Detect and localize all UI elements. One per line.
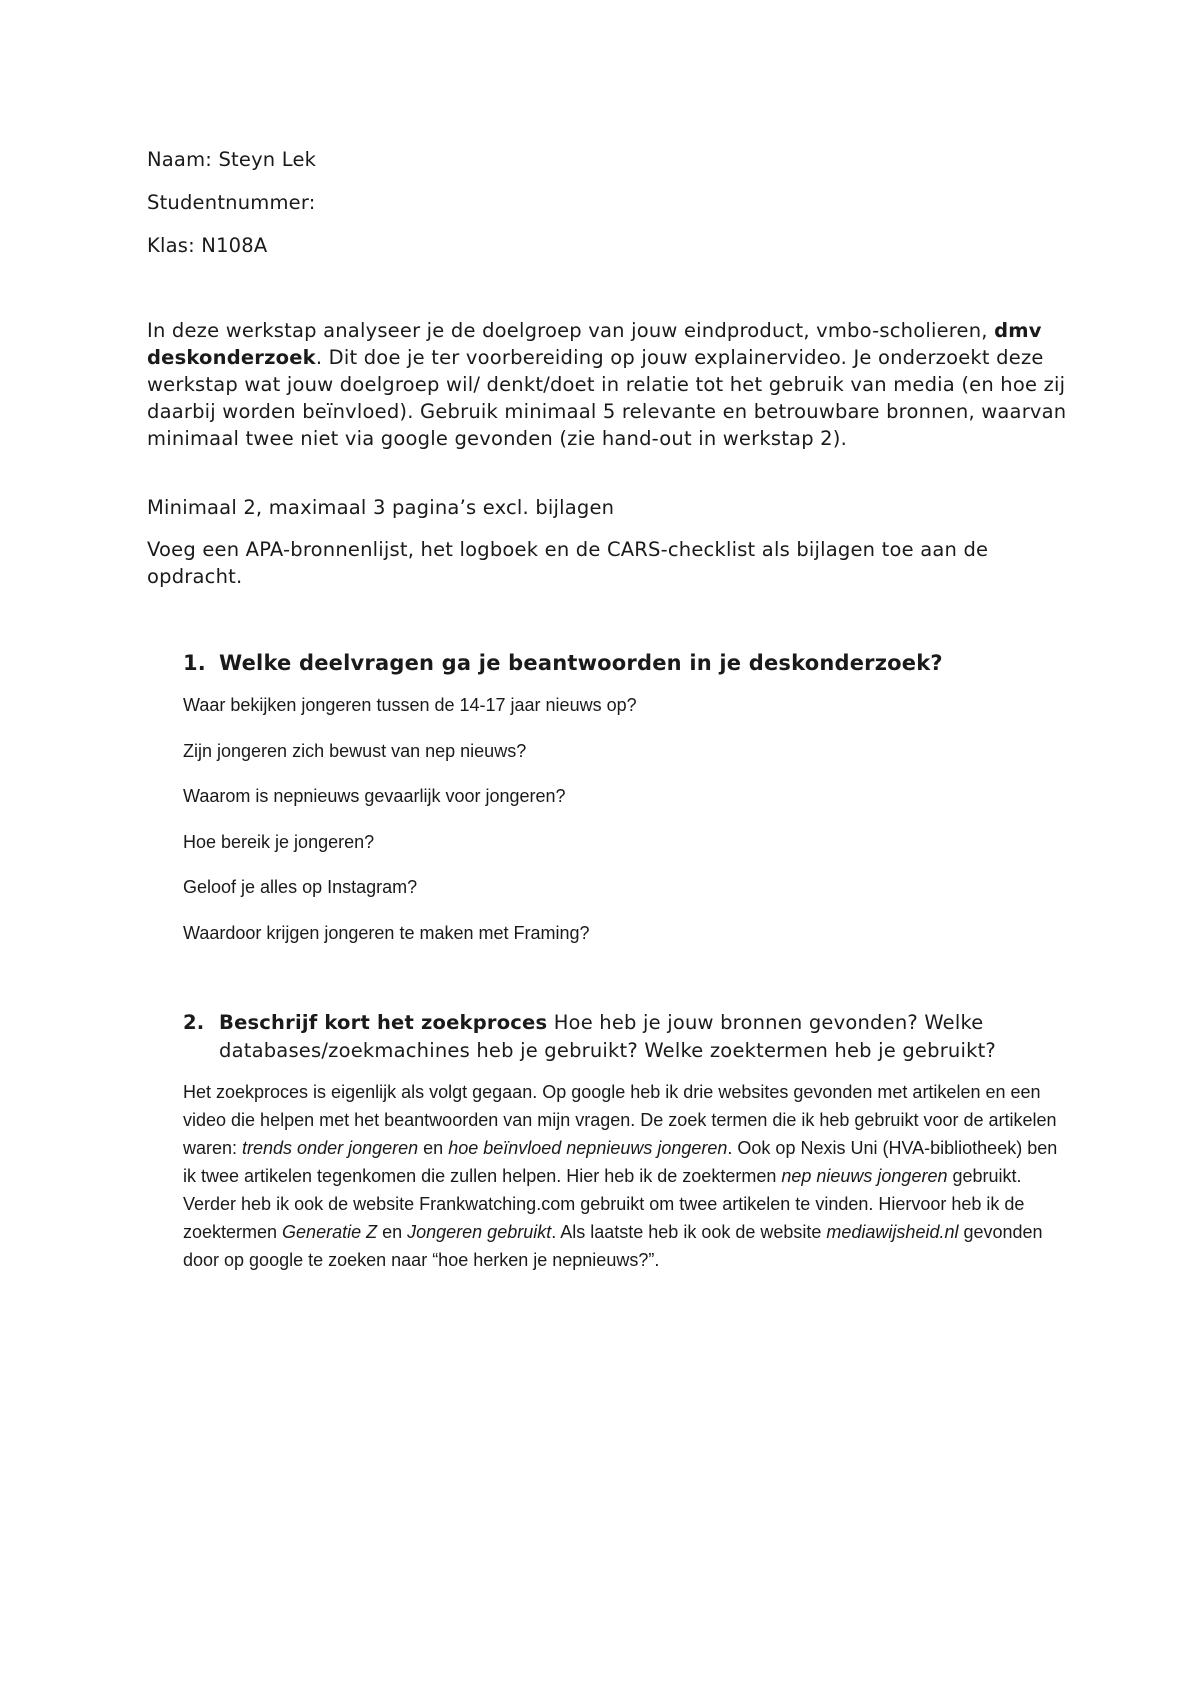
section-2-heading (183, 1009, 1073, 1065)
answer-text: gevonden door op google te zoeken naar “hoe herken je nepnieuws?”. (183, 1222, 1043, 1270)
section-2-number: 2. (183, 1011, 205, 1034)
answer-text: en (377, 1222, 408, 1242)
answer-text: gebruikt. Verder heb ik ook de website Frankwatching.com gebruikt om twee artikelen te vinden. Hiervoor heb ik de zoektermen (183, 1166, 1025, 1242)
answer-text: Het zoekproces is eigenlijk als volgt gegaan. Op google heb ik drie websites gevonden met artikelen en een video die helpen met het beantwoorden van mijn vragen. De zoek termen die ik heb gebruikt voor de artikelen waren: (183, 1082, 1057, 1158)
answer-website: mediawijsheid.nl (826, 1222, 959, 1242)
section-2-subtitle: Hoe heb je jouw bronnen gevonden? Welke databases/zoekmachines heb je gebruikt? Welke zoektermen heb je gebruikt? (219, 1011, 996, 1062)
student-name: Naam: Steyn Lek (147, 148, 317, 171)
class-name: Klas: N108A (147, 234, 268, 257)
section-1-heading (183, 649, 1073, 677)
page-limit-note: Minimaal 2, maximaal 3 pagina’s excl. bijlagen (147, 496, 615, 519)
list-item: Geloof je alles op Instagram? (183, 877, 418, 897)
answer-search-term: Jongeren gebruikt (407, 1222, 552, 1242)
list-item: Waar bekijken jongeren tussen de 14-17 jaar nieuws op? (183, 695, 637, 715)
appendix-instruction: Voeg een APA-bronnenlijst, het logboek en de CARS-checklist als bijlagen toe aan de opdracht. (147, 538, 989, 588)
answer-text: en (418, 1138, 449, 1158)
section-1-number: 1. (183, 651, 206, 675)
section-2-title: Beschrijf kort het zoekproces (219, 1011, 548, 1034)
answer-search-term: trends onder jongeren (242, 1138, 419, 1158)
answer-text: . Ook op Nexis Uni (HVA-bibliotheek) ben ik twee artikelen tegenkomen die zullen helpen. Hier heb ik de zoektermen (183, 1138, 1058, 1186)
section-1-title: Welke deelvragen ga je beantwoorden in je deskonderzoek? (219, 651, 943, 675)
intro-text-start: In deze werkstap analyseer je de doelgroep van jouw eindproduct, vmbo-scholieren, (147, 319, 995, 342)
answer-text: . Als laatste heb ik ook de website (551, 1222, 827, 1242)
answer-search-term: hoe beïnvloed nepnieuws jongeren (448, 1138, 728, 1158)
list-item: Waarom is nepnieuws gevaarlijk voor jongeren? (183, 786, 566, 806)
student-number: Studentnummer: (147, 191, 316, 214)
list-item: Waardoor krijgen jongeren te maken met Framing? (183, 923, 590, 943)
search-process-answer (183, 1078, 1073, 1274)
intro-text-end: . Dit doe je ter voorbereiding op jouw explainervideo. Je onderzoekt deze werkstap wat jouw doelgroep wil/ denkt/doet in relatie tot het gebruik van media (en hoe zij daarbij worden beïnvloed). Gebruik minimaal 5 relevante en betrouwbare bronnen, waarvan minimaal twee niet via google gevonden (zie hand-out in werkstap 2). (147, 346, 1067, 450)
list-item: Hoe bereik je jongeren? (183, 832, 375, 852)
list-item: Zijn jongeren zich bewust van nep nieuws? (183, 741, 527, 761)
answer-search-term: Generatie Z (282, 1222, 378, 1242)
answer-search-term: nep nieuws jongeren (781, 1166, 948, 1186)
intro-paragraph (147, 317, 1067, 452)
intro-bold-term: dmv deskonderzoek (147, 319, 1042, 369)
